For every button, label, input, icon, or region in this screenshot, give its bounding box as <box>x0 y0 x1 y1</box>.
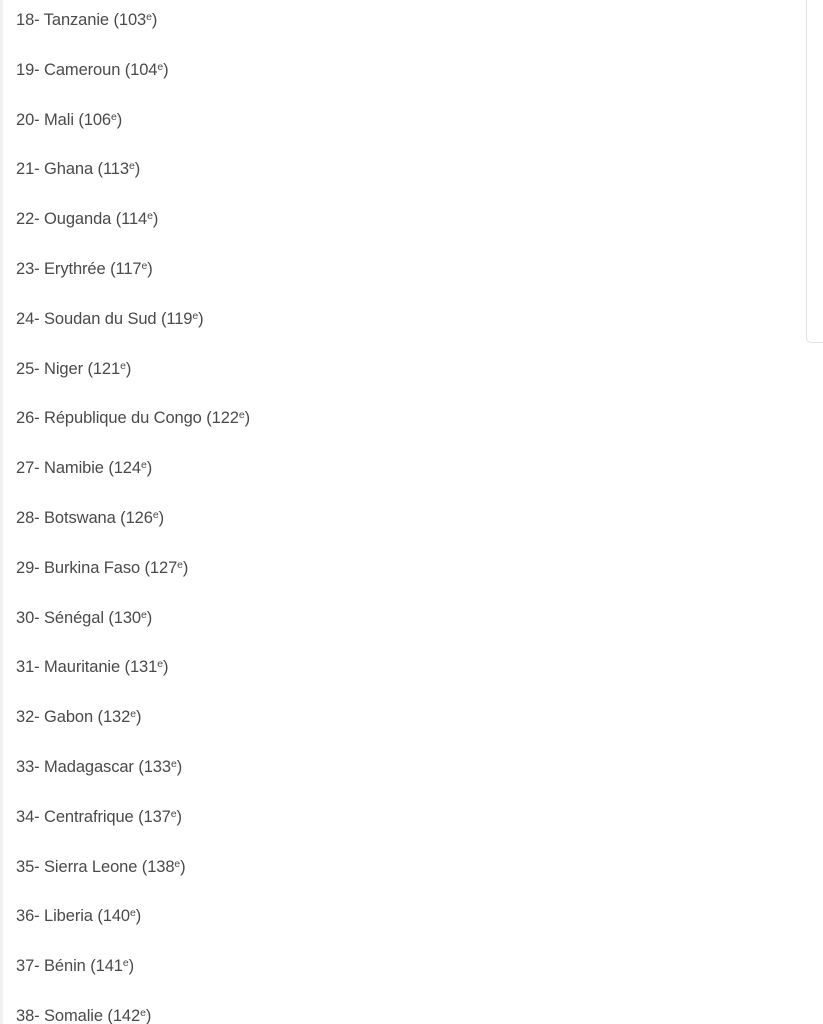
item-close: ) <box>244 409 251 428</box>
left-divider <box>0 0 3 1024</box>
ordinal-superscript: e <box>120 359 126 372</box>
item-label: 20- Mali (106 <box>16 110 111 129</box>
item-label: 26- République du Congo (122 <box>16 409 239 428</box>
list-item <box>16 954 250 1004</box>
side-panel <box>806 0 823 343</box>
list-item <box>16 157 250 207</box>
ordinal-superscript: e <box>147 210 153 223</box>
item-label: 34- Centrafrique (137 <box>16 807 171 826</box>
item-label: 25- Niger (121 <box>16 359 121 378</box>
list-item <box>16 257 250 307</box>
item-label: 18- Tanzanie (103 <box>16 11 147 29</box>
item-label: 23- Erythrée (117 <box>16 259 142 278</box>
item-close: ) <box>146 459 153 478</box>
list-item <box>16 655 250 705</box>
ordinal-superscript: e <box>141 608 147 621</box>
ordinal-superscript: e <box>170 757 177 770</box>
item-label: 27- Namibie (124 <box>16 459 141 478</box>
item-label: 38- Somalie (142 <box>16 1006 141 1024</box>
item-label: 29- Burkina Faso (127 <box>16 558 178 577</box>
list-item <box>16 705 250 755</box>
list-item <box>16 58 250 108</box>
item-close: ) <box>163 60 169 79</box>
list-item <box>16 207 250 257</box>
item-close: ) <box>125 359 132 378</box>
item-close: ) <box>176 757 183 776</box>
item-close: ) <box>182 558 189 577</box>
list-item <box>16 307 250 357</box>
ordinal-superscript: e <box>141 259 148 272</box>
list-item <box>16 904 250 954</box>
item-close: ) <box>152 210 159 229</box>
item-close: ) <box>135 708 142 727</box>
ordinal-superscript: e <box>192 309 199 322</box>
list-item <box>16 755 250 805</box>
item-close: ) <box>162 658 169 677</box>
ordinal-superscript: e <box>140 459 147 472</box>
list-item <box>16 556 250 606</box>
item-close: ) <box>147 259 153 278</box>
item-close: ) <box>116 110 123 129</box>
ordinal-superscript: e <box>157 60 164 73</box>
list-item <box>16 855 250 905</box>
item-close: ) <box>128 957 134 976</box>
item-label: 19- Cameroun (104 <box>16 60 158 79</box>
item-label: 21- Ghana (113 <box>16 160 129 179</box>
item-close: ) <box>134 160 141 179</box>
item-label: 31- Mauritanie (131 <box>16 658 158 677</box>
list-item <box>16 406 250 456</box>
ordinal-superscript: e <box>152 508 159 521</box>
item-close: ) <box>135 907 142 926</box>
item-close: ) <box>158 508 164 527</box>
ordinal-superscript: e <box>174 857 181 870</box>
item-close: ) <box>180 857 186 876</box>
item-label: 28- Botswana (126 <box>16 508 153 527</box>
ordinal-superscript: e <box>122 957 129 970</box>
ordinal-superscript: e <box>170 807 177 820</box>
country-ranking-list <box>16 8 250 1024</box>
item-label: 37- Bénin (141 <box>16 957 123 976</box>
list-item <box>16 1004 250 1024</box>
item-label: 35- Sierra Leone (138 <box>16 857 175 876</box>
ordinal-superscript: e <box>129 907 136 920</box>
ordinal-superscript: e <box>146 11 152 23</box>
item-label: 22- Ouganda (114 <box>16 210 148 229</box>
item-close: ) <box>198 309 204 328</box>
item-close: ) <box>146 608 153 627</box>
ordinal-superscript: e <box>130 708 136 721</box>
list-item <box>16 805 250 855</box>
item-label: 24- Soudan du Sud (119 <box>16 309 193 328</box>
item-label: 32- Gabon (132 <box>16 708 131 727</box>
ordinal-superscript: e <box>140 1006 146 1019</box>
ordinal-superscript: e <box>238 409 245 422</box>
list-item <box>16 506 250 556</box>
list-item <box>16 8 250 58</box>
item-label: 30- Sénégal (130 <box>16 608 141 627</box>
ordinal-superscript: e <box>111 110 117 123</box>
item-close: ) <box>145 1006 152 1024</box>
list-item <box>16 108 250 158</box>
ordinal-superscript: e <box>128 160 135 173</box>
item-close: ) <box>176 807 182 826</box>
item-label: 33- Madagascar (133 <box>16 757 171 776</box>
list-item <box>16 606 250 656</box>
item-close: ) <box>151 11 158 29</box>
item-label: 36- Liberia (140 <box>16 907 130 926</box>
list-item <box>16 357 250 407</box>
ordinal-superscript: e <box>177 558 183 571</box>
list-item <box>16 456 250 506</box>
ordinal-superscript: e <box>157 658 163 671</box>
